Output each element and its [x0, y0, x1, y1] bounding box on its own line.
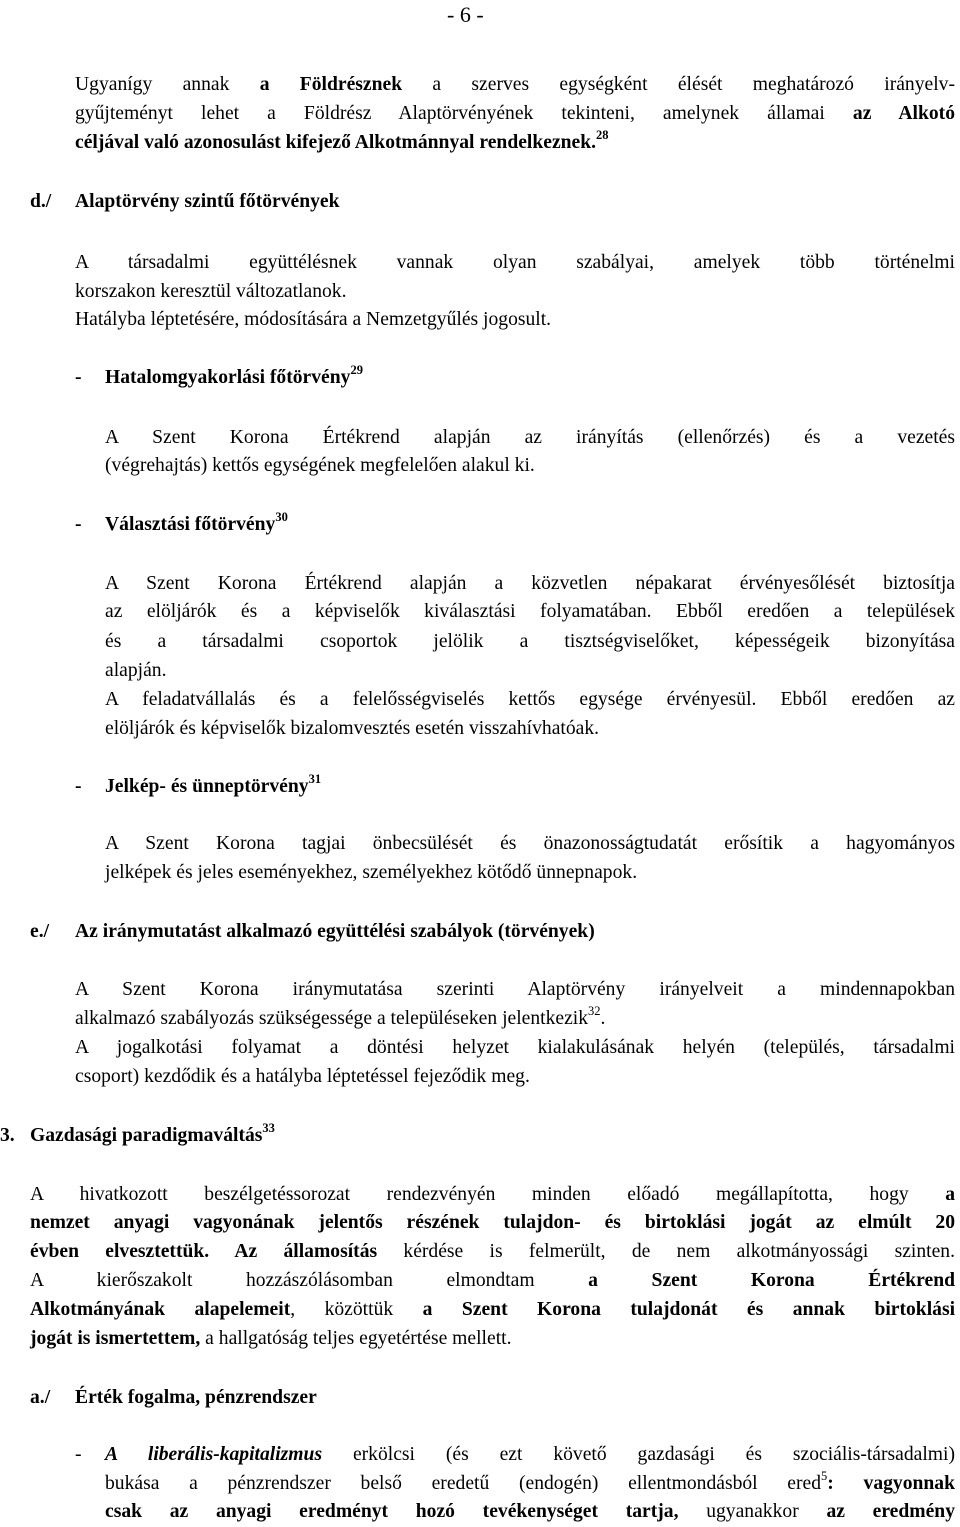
- hat-dash: -: [75, 367, 82, 388]
- section-e-title: Az iránymutatást alkalmazó együttélési szabályok (törvények): [75, 921, 595, 942]
- intro-line-1: Ugyanígy annak a Földrésznek a szerves egységként élését meghatározó irányelv-: [75, 74, 955, 95]
- section-e-text-1: A Szent Korona iránymutatása szerinti Alaptörvény irányelveit a mindennapokban: [75, 979, 955, 1000]
- section-3-title: Gazdasági paradigmaváltás$^{33}$: [30, 1121, 275, 1146]
- section-a-marker: a./: [30, 1387, 51, 1408]
- section-d-text-1: A társadalmi együttélésnek vannak olyan szabályai, amelyek több történelmi: [75, 252, 955, 273]
- section-e-marker: e./: [30, 921, 50, 942]
- section-3-text-3: évben elvesztettük. Az államosítás kérdése is felmerült, de nem alkotmányossági szinten.: [30, 1241, 955, 1262]
- footnote-ref-29[interactable]: 29: [350, 363, 363, 377]
- section-d-marker: d./: [30, 191, 52, 212]
- footnote-ref-5[interactable]: 5: [821, 1469, 828, 1483]
- section-a-text-1: A liberális-kapitalizmus erkölcsi (és ezt követő gazdasági és szociális-társadalmi): [105, 1444, 956, 1465]
- val-text-1: A Szent Korona Értékrend alapján a közvetlen népakarat érvényesőlését biztosítja: [105, 573, 955, 594]
- section-3-number: 3.: [0, 1125, 15, 1146]
- section-3-text-6: jogát is ismertettem, a hallgatóság teljes egyetértése mellett.: [30, 1328, 512, 1349]
- section-3-text-5: Alkotmányának alapelemeit, közöttük a Szent Korona tulajdonát és annak birtoklási: [30, 1299, 956, 1320]
- val-dash: -: [75, 514, 82, 535]
- section-e-text-3: A jogalkotási folyamat a döntési helyzet kialakulásának helyén (település, társadalmi: [75, 1037, 955, 1058]
- val-text-4: alapján.: [105, 660, 167, 681]
- section-d-text-2: korszakon keresztül változatlanok.: [75, 281, 347, 302]
- intro-line-2: gyűjteményt lehet a Földrész Alaptörvényének tekinteni, amelynek államai az Alkotó: [75, 103, 955, 124]
- val-text-5: A feladatvállalás és a felelősségviselés kettős egysége érvényesül. Ebből eredően az: [105, 689, 955, 710]
- section-e-text-4: csoport) kezdődik és a hatályba léptetéssel fejeződik meg.: [75, 1066, 530, 1087]
- val-text-2: az elöljárók és a képviselők kiválasztási folyamatában. Ebből eredően a települések: [105, 601, 955, 622]
- section-3-text-1: A hivatkozott beszélgetéssorozat rendezvényén minden előadó megállapította, hogy a: [30, 1184, 955, 1205]
- footnote-ref-33[interactable]: 33: [262, 1121, 275, 1135]
- jel-text-2: jelképek és jeles eseményekhez, személyekhez kötődő ünnepnapok.: [105, 862, 638, 883]
- section-d-title: Alaptörvény szintű főtörvények: [75, 191, 340, 212]
- jel-title: Jelkép- és ünneptörvény$^{31}$: [105, 772, 322, 797]
- jel-dash: -: [75, 776, 82, 797]
- footnote-ref-31[interactable]: 31: [308, 772, 322, 786]
- hat-text-1: A Szent Korona Értékrend alapján az irányítás (ellenőrzés) és a vezetés: [105, 427, 955, 448]
- section-d-text-3: Hatályba léptetésére, módosítására a Nemzetgyűlés jogosult.: [75, 309, 552, 330]
- val-title: Választási főtörvény$^{30}$: [105, 510, 288, 535]
- section-a-text-3: csak az anyagi eredményt hozó tevékenységet tartja, ugyanakkor az eredmény: [105, 1501, 955, 1522]
- section-a-text-2: bukása a pénzrendszer belső eredetű (endogén) ellentmondásból ered$^5$: vagyonnak: [105, 1469, 955, 1494]
- footnote-ref-30[interactable]: 30: [275, 510, 288, 524]
- section-3-text-4: A kierőszakolt hozzászólásomban elmondtam a Szent Korona Értékrend: [30, 1270, 955, 1291]
- page-number: - 6 -: [447, 2, 484, 27]
- section-3-text-2: nemzet anyagi vagyonának jelentős részének tulajdon- és birtoklási jogát az elmúlt 20: [30, 1212, 955, 1233]
- hat-text-2: (végrehajtás) kettős egységének megfelelően alakul ki.: [105, 455, 535, 476]
- val-text-3: és a társadalmi csoportok jelölik a tisztségviselőket, képességeik bizonyítása: [105, 631, 955, 652]
- footnote-ref-32[interactable]: 32: [588, 1004, 601, 1018]
- section-e-text-2: alkalmazó szabályozás szükségessége a településeken jelentkezik$^{32}$.: [75, 1004, 606, 1029]
- section-a-dash: -: [75, 1444, 82, 1465]
- jel-text-1: A Szent Korona tagjai önbecsülését és önazonosságtudatát erősítik a hagyományos: [105, 833, 955, 854]
- hat-title: Hatalomgyakorlási főtörvény$^{29}$: [105, 363, 363, 388]
- intro-line-3: céljával való azonosulást kifejező Alkotmánnyal rendelkeznek.$^{28}$: [75, 128, 609, 153]
- val-text-6: elöljárók és képviselők bizalomvesztés esetén visszahívhatóak.: [105, 718, 600, 739]
- footnote-ref-28[interactable]: 28: [596, 128, 609, 142]
- section-a-title: Érték fogalma, pénzrendszer: [75, 1387, 317, 1408]
